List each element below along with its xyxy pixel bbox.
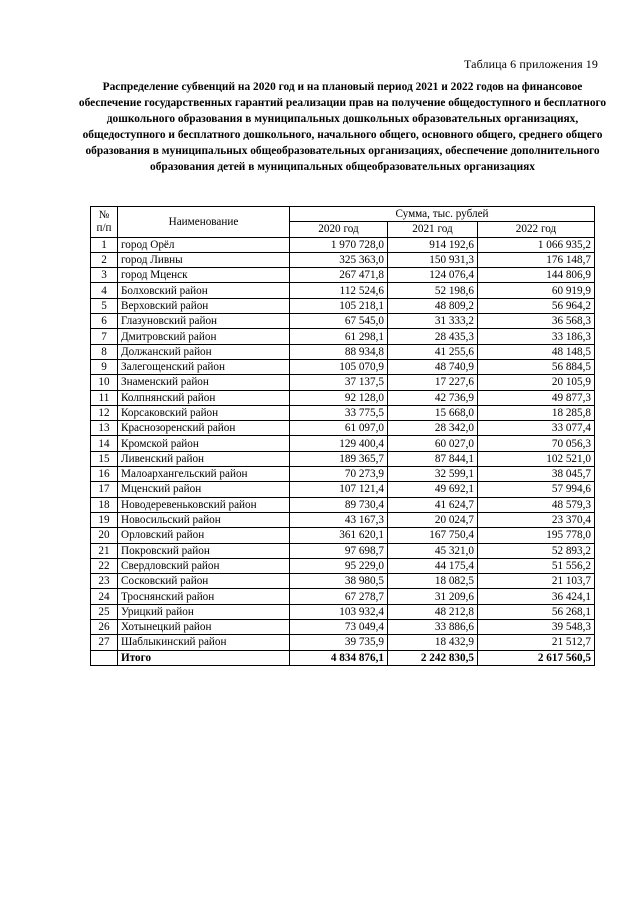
- header-num-line2: п/п: [96, 221, 112, 234]
- row-num-cell: 18: [91, 497, 118, 512]
- row-num-cell: 12: [91, 405, 118, 420]
- row-2022-cell: 21 512,7: [478, 635, 595, 650]
- row-2022-cell: 33 186,3: [478, 329, 595, 344]
- row-2022-cell: 52 893,2: [478, 543, 595, 558]
- row-num-cell: 7: [91, 329, 118, 344]
- row-2020-cell: 103 932,4: [290, 604, 388, 619]
- table-row: [91, 528, 595, 543]
- row-num-cell: 26: [91, 620, 118, 635]
- row-num-cell: 23: [91, 574, 118, 589]
- row-num-cell: 2: [91, 252, 118, 267]
- row-num-cell: 5: [91, 298, 118, 313]
- row-2020-cell: 95 229,0: [290, 558, 388, 573]
- row-2022-cell: 38 045,7: [478, 467, 595, 482]
- row-2022-cell: 48 579,3: [478, 497, 595, 512]
- row-name-cell: Кромской район: [118, 436, 290, 451]
- header-amount: Сумма, тыс. рублей: [290, 207, 595, 222]
- row-2021-cell: 41 624,7: [388, 497, 478, 512]
- row-name-cell: Свердловский район: [118, 558, 290, 573]
- total-2021: 2 242 830,5: [388, 650, 478, 665]
- row-2021-cell: 45 321,0: [388, 543, 478, 558]
- table-row: [91, 405, 595, 420]
- header-num: [91, 207, 118, 238]
- row-2021-cell: 52 198,6: [388, 283, 478, 298]
- row-num-cell: 1: [91, 237, 118, 252]
- row-2022-cell: 39 548,3: [478, 620, 595, 635]
- row-2021-cell: 914 192,6: [388, 237, 478, 252]
- row-2021-cell: 20 024,7: [388, 512, 478, 527]
- table-row: [91, 635, 595, 650]
- row-num-cell: 25: [91, 604, 118, 619]
- row-name-cell: Верховский район: [118, 298, 290, 313]
- row-name-cell: Троснянский район: [118, 589, 290, 604]
- row-name-cell: Малоархангельский район: [118, 467, 290, 482]
- table-row: [91, 543, 595, 558]
- row-2022-cell: 176 148,7: [478, 252, 595, 267]
- row-2021-cell: 42 736,9: [388, 390, 478, 405]
- table-row: [91, 375, 595, 390]
- row-2022-cell: 70 056,3: [478, 436, 595, 451]
- row-2021-cell: 44 175,4: [388, 558, 478, 573]
- table-body: [91, 237, 595, 650]
- row-num-cell: 21: [91, 543, 118, 558]
- row-2022-cell: 49 877,3: [478, 390, 595, 405]
- row-2022-cell: 57 994,6: [478, 482, 595, 497]
- row-2021-cell: 28 435,3: [388, 329, 478, 344]
- row-2020-cell: 361 620,1: [290, 528, 388, 543]
- document-title: Распределение субвенций на 2020 год и на плановый период 2021 и 2022 годов на финансовое обеспечение государственных гарантий реализации прав на получение общедоступного и бесплатного дошкольного образования в муниципальных дошкольных образовательных организациях, общедоступного и бесплатного дошкольного, начального общего, основного общего, среднего общего образования в муниципальных общеобразовательных организациях, обеспечение дополнительного образования детей в муниципальных общеобразовательных организациях: [78, 81, 607, 173]
- table-row: [91, 329, 595, 344]
- row-2022-cell: 36 424,1: [478, 589, 595, 604]
- row-name-cell: Корсаковский район: [118, 405, 290, 420]
- table-row: [91, 451, 595, 466]
- row-num-cell: 22: [91, 558, 118, 573]
- row-2022-cell: 20 105,9: [478, 375, 595, 390]
- row-2022-cell: 48 148,5: [478, 344, 595, 359]
- row-2022-cell: 23 370,4: [478, 512, 595, 527]
- row-2021-cell: 33 886,6: [388, 620, 478, 635]
- row-2022-cell: 1 066 935,2: [478, 237, 595, 252]
- row-2021-cell: 18 432,9: [388, 635, 478, 650]
- row-2020-cell: 43 167,3: [290, 512, 388, 527]
- row-num-cell: 3: [91, 268, 118, 283]
- row-num-cell: 13: [91, 421, 118, 436]
- row-2020-cell: 61 097,0: [290, 421, 388, 436]
- row-2021-cell: 87 844,1: [388, 451, 478, 466]
- row-2021-cell: 49 692,1: [388, 482, 478, 497]
- row-2020-cell: 61 298,1: [290, 329, 388, 344]
- row-num-cell: 27: [91, 635, 118, 650]
- row-2022-cell: 56 268,1: [478, 604, 595, 619]
- row-name-cell: Дмитровский район: [118, 329, 290, 344]
- row-num-cell: 24: [91, 589, 118, 604]
- appendix-label: Таблица 6 приложения 19: [464, 57, 598, 71]
- table-row: [91, 298, 595, 313]
- row-2020-cell: 89 730,4: [290, 497, 388, 512]
- row-name-cell: Орловский район: [118, 528, 290, 543]
- row-num-cell: 20: [91, 528, 118, 543]
- row-2021-cell: 15 668,0: [388, 405, 478, 420]
- row-2020-cell: 267 471,8: [290, 268, 388, 283]
- row-2020-cell: 67 545,0: [290, 314, 388, 329]
- header-2021: 2021 год: [388, 222, 478, 237]
- row-2021-cell: 17 227,6: [388, 375, 478, 390]
- table-row: [91, 252, 595, 267]
- header-num-line1: №: [98, 208, 110, 221]
- row-name-cell: Новосильский район: [118, 512, 290, 527]
- row-2020-cell: 67 278,7: [290, 589, 388, 604]
- row-num-cell: 19: [91, 512, 118, 527]
- row-name-cell: Болховский район: [118, 283, 290, 298]
- row-2022-cell: 18 285,8: [478, 405, 595, 420]
- row-2022-cell: 195 778,0: [478, 528, 595, 543]
- row-2022-cell: 33 077,4: [478, 421, 595, 436]
- row-num-cell: 16: [91, 467, 118, 482]
- row-num-cell: 14: [91, 436, 118, 451]
- table-row: [91, 359, 595, 374]
- row-name-cell: Урицкий район: [118, 604, 290, 619]
- table-row: [91, 558, 595, 573]
- row-name-cell: Новодеревеньковский район: [118, 497, 290, 512]
- row-2022-cell: 21 103,7: [478, 574, 595, 589]
- row-2020-cell: 105 070,9: [290, 359, 388, 374]
- row-2022-cell: 56 884,5: [478, 359, 595, 374]
- row-name-cell: город Орёл: [118, 237, 290, 252]
- row-2020-cell: 105 218,1: [290, 298, 388, 313]
- row-2021-cell: 150 931,3: [388, 252, 478, 267]
- table-row: [91, 436, 595, 451]
- table-row: [91, 237, 595, 252]
- row-2020-cell: 38 980,5: [290, 574, 388, 589]
- row-2022-cell: 102 521,0: [478, 451, 595, 466]
- row-2020-cell: 73 049,4: [290, 620, 388, 635]
- row-2021-cell: 31 209,6: [388, 589, 478, 604]
- row-2021-cell: 18 082,5: [388, 574, 478, 589]
- table-row: [91, 314, 595, 329]
- row-2020-cell: 92 128,0: [290, 390, 388, 405]
- row-2020-cell: 39 735,9: [290, 635, 388, 650]
- table-row: [91, 283, 595, 298]
- row-name-cell: Краснозоренский район: [118, 421, 290, 436]
- row-2021-cell: 48 809,2: [388, 298, 478, 313]
- row-2020-cell: 112 524,6: [290, 283, 388, 298]
- row-name-cell: Сосковский район: [118, 574, 290, 589]
- row-num-cell: 4: [91, 283, 118, 298]
- total-row: [91, 650, 595, 665]
- row-name-cell: Мценский район: [118, 482, 290, 497]
- table-row: [91, 268, 595, 283]
- table-row: [91, 512, 595, 527]
- table-row: [91, 482, 595, 497]
- row-2020-cell: 37 137,5: [290, 375, 388, 390]
- table-row: [91, 467, 595, 482]
- row-2020-cell: 129 400,4: [290, 436, 388, 451]
- table-row: [91, 620, 595, 635]
- table-row: [91, 604, 595, 619]
- row-num-cell: 6: [91, 314, 118, 329]
- row-name-cell: Должанский район: [118, 344, 290, 359]
- row-2021-cell: 28 342,0: [388, 421, 478, 436]
- row-num-cell: 15: [91, 451, 118, 466]
- row-name-cell: город Мценск: [118, 268, 290, 283]
- row-2021-cell: 124 076,4: [388, 268, 478, 283]
- row-2020-cell: 107 121,4: [290, 482, 388, 497]
- total-label: Итого: [118, 650, 290, 665]
- row-num-cell: 9: [91, 359, 118, 374]
- table-row: [91, 574, 595, 589]
- total-2022: 2 617 560,5: [478, 650, 595, 665]
- row-2021-cell: 41 255,6: [388, 344, 478, 359]
- row-2022-cell: 60 919,9: [478, 283, 595, 298]
- row-2022-cell: 36 568,3: [478, 314, 595, 329]
- row-2021-cell: 31 333,2: [388, 314, 478, 329]
- row-num-cell: 10: [91, 375, 118, 390]
- table-row: [91, 497, 595, 512]
- row-2020-cell: 189 365,7: [290, 451, 388, 466]
- total-num-cell: [91, 650, 118, 665]
- row-name-cell: Шаблыкинский район: [118, 635, 290, 650]
- row-2021-cell: 32 599,1: [388, 467, 478, 482]
- row-name-cell: Хотынецкий район: [118, 620, 290, 635]
- row-2020-cell: 88 934,8: [290, 344, 388, 359]
- subsidy-table: [90, 206, 595, 666]
- row-2021-cell: 167 750,4: [388, 528, 478, 543]
- header-2020: 2020 год: [290, 222, 388, 237]
- row-num-cell: 17: [91, 482, 118, 497]
- row-2020-cell: 70 273,9: [290, 467, 388, 482]
- row-2020-cell: 1 970 728,0: [290, 237, 388, 252]
- row-2020-cell: 325 363,0: [290, 252, 388, 267]
- row-name-cell: Глазуновский район: [118, 314, 290, 329]
- row-name-cell: Залегощенский район: [118, 359, 290, 374]
- header-name: Наименование: [118, 207, 290, 238]
- row-2020-cell: 97 698,7: [290, 543, 388, 558]
- row-2021-cell: 48 740,9: [388, 359, 478, 374]
- row-2020-cell: 33 775,5: [290, 405, 388, 420]
- table-row: [91, 421, 595, 436]
- table-row: [91, 390, 595, 405]
- row-name-cell: Ливенский район: [118, 451, 290, 466]
- total-2020: 4 834 876,1: [290, 650, 388, 665]
- row-name-cell: Покровский район: [118, 543, 290, 558]
- row-2021-cell: 60 027,0: [388, 436, 478, 451]
- row-2022-cell: 56 964,2: [478, 298, 595, 313]
- row-2021-cell: 48 212,8: [388, 604, 478, 619]
- row-2022-cell: 51 556,2: [478, 558, 595, 573]
- row-name-cell: Знаменский район: [118, 375, 290, 390]
- table-row: [91, 344, 595, 359]
- table-row: [91, 589, 595, 604]
- header-2022: 2022 год: [478, 222, 595, 237]
- row-name-cell: Колпнянский район: [118, 390, 290, 405]
- row-name-cell: город Ливны: [118, 252, 290, 267]
- row-num-cell: 11: [91, 390, 118, 405]
- row-num-cell: 8: [91, 344, 118, 359]
- row-2022-cell: 144 806,9: [478, 268, 595, 283]
